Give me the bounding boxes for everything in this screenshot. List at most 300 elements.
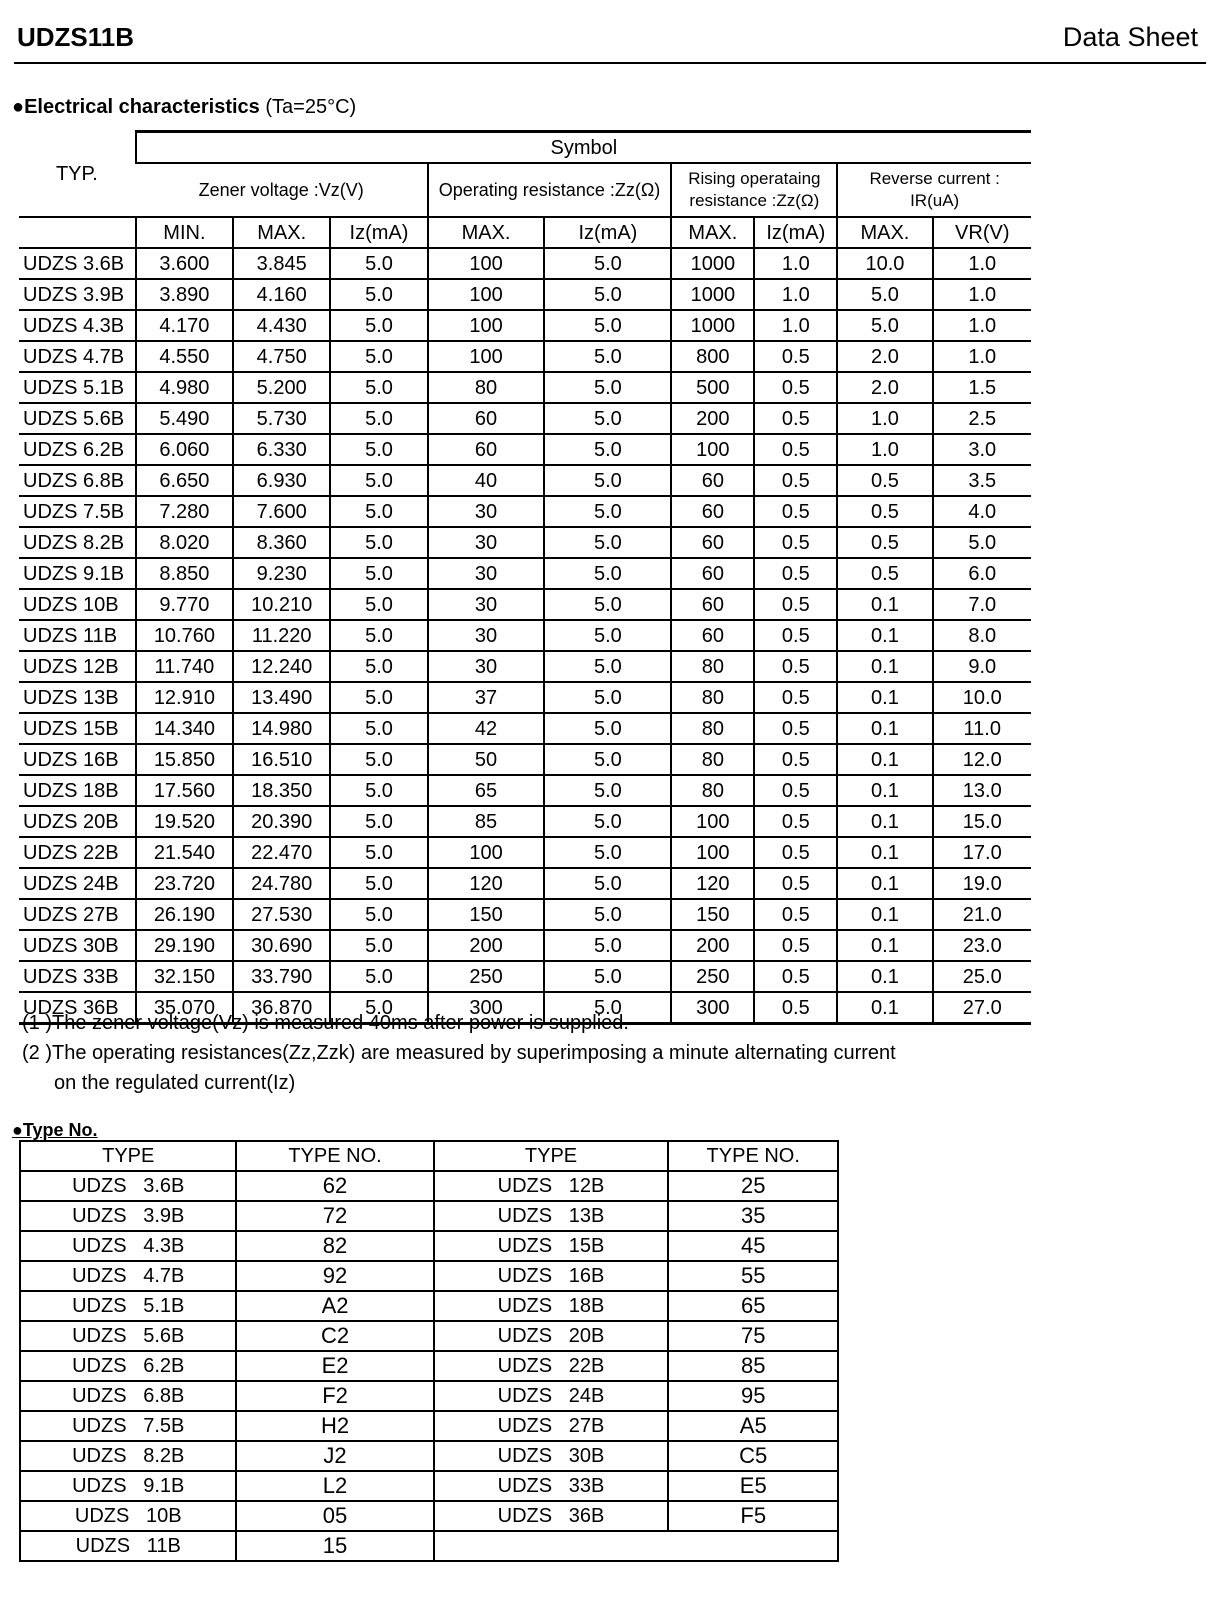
table-row xyxy=(19,310,1031,341)
typ-spacer xyxy=(19,217,136,248)
value-cell: 0.5 xyxy=(754,403,837,434)
value-cell: 4.430 xyxy=(233,310,330,341)
value-cell: 100 xyxy=(428,837,545,868)
type-cell: UDZS 3.9B xyxy=(19,279,136,310)
value-cell: 5.0 xyxy=(544,465,671,496)
type-name-cell: UDZS 5.1B xyxy=(20,1291,236,1321)
subheader-6: Iz(mA) xyxy=(754,217,837,248)
value-cell: 0.5 xyxy=(754,713,837,744)
table-row xyxy=(19,806,1031,837)
type-name-cell: UDZS 33B xyxy=(434,1471,669,1501)
value-cell: 0.1 xyxy=(837,744,932,775)
type-cell: UDZS 3.6B xyxy=(19,248,136,279)
subheader-5: MAX. xyxy=(671,217,754,248)
value-cell: 13.0 xyxy=(933,775,1031,806)
type-name-cell: UDZS 18B xyxy=(434,1291,669,1321)
type-name-cell: UDZS 36B xyxy=(434,1501,669,1531)
value-cell: 5.0 xyxy=(544,806,671,837)
value-cell: 5.0 xyxy=(544,248,671,279)
value-cell: 10.210 xyxy=(233,589,330,620)
value-cell: 10.760 xyxy=(136,620,233,651)
type-code-cell: C2 xyxy=(236,1321,433,1351)
table-row xyxy=(19,775,1031,806)
type-name-cell: UDZS 9.1B xyxy=(20,1471,236,1501)
value-cell: 5.0 xyxy=(544,403,671,434)
note-2: (2 )The operating resistances(Zz,Zzk) are measured by superimposing a minute alternating current xyxy=(22,1042,896,1064)
value-cell: 5.0 xyxy=(330,651,427,682)
electrical-characteristics-title xyxy=(12,96,356,119)
value-cell: 5.0 xyxy=(330,341,427,372)
table-row xyxy=(20,1261,838,1291)
value-cell: 80 xyxy=(671,744,754,775)
type-code-cell: 92 xyxy=(236,1261,433,1291)
value-cell: 5.0 xyxy=(544,682,671,713)
value-cell: 5.0 xyxy=(330,992,427,1024)
type-no-title-text: Type No. xyxy=(22,1120,98,1140)
rising-header-line1: Rising operataing xyxy=(688,169,821,188)
value-cell: 1000 xyxy=(671,279,754,310)
value-cell: 11.740 xyxy=(136,651,233,682)
value-cell: 2.0 xyxy=(837,372,932,403)
value-cell: 42 xyxy=(428,713,545,744)
table-row xyxy=(19,465,1031,496)
table-row xyxy=(20,1171,838,1201)
value-cell: 2.0 xyxy=(837,341,932,372)
value-cell: 1.0 xyxy=(837,403,932,434)
value-cell: 15.850 xyxy=(136,744,233,775)
value-cell: 30 xyxy=(428,589,545,620)
value-cell: 30 xyxy=(428,527,545,558)
type-cell: UDZS 5.6B xyxy=(19,403,136,434)
value-cell: 5.0 xyxy=(330,930,427,961)
value-cell: 5.0 xyxy=(544,434,671,465)
value-cell: 16.510 xyxy=(233,744,330,775)
value-cell: 1.5 xyxy=(933,372,1031,403)
value-cell: 120 xyxy=(428,868,545,899)
type-name-cell: UDZS 8.2B xyxy=(20,1441,236,1471)
value-cell: 5.0 xyxy=(837,279,932,310)
value-cell: 5.0 xyxy=(544,589,671,620)
type-name-cell: UDZS 20B xyxy=(434,1321,669,1351)
column-subheaders xyxy=(19,217,1031,248)
empty-cell xyxy=(668,1531,838,1561)
value-cell: 5.0 xyxy=(544,992,671,1024)
type-cell: UDZS 27B xyxy=(19,899,136,930)
type-cell: UDZS 20B xyxy=(19,806,136,837)
page-header xyxy=(14,18,1206,64)
value-cell: 5.490 xyxy=(136,403,233,434)
type-name-cell: UDZS 22B xyxy=(434,1351,669,1381)
value-cell: 4.170 xyxy=(136,310,233,341)
value-cell: 5.0 xyxy=(330,248,427,279)
value-cell: 5.0 xyxy=(544,744,671,775)
value-cell: 1.0 xyxy=(754,279,837,310)
value-cell: 5.200 xyxy=(233,372,330,403)
value-cell: 5.0 xyxy=(544,651,671,682)
value-cell: 65 xyxy=(428,775,545,806)
value-cell: 5.0 xyxy=(330,279,427,310)
value-cell: 5.0 xyxy=(544,279,671,310)
value-cell: 0.5 xyxy=(754,899,837,930)
type-name-cell: UDZS 11B xyxy=(20,1531,236,1561)
value-cell: 60 xyxy=(671,620,754,651)
type-code-cell: E2 xyxy=(236,1351,433,1381)
value-cell: 17.0 xyxy=(933,837,1031,868)
value-cell: 250 xyxy=(671,961,754,992)
table-row xyxy=(19,558,1031,589)
value-cell: 5.0 xyxy=(544,899,671,930)
type-cell: UDZS 16B xyxy=(19,744,136,775)
value-cell: 0.5 xyxy=(754,775,837,806)
type-name-cell: UDZS 6.2B xyxy=(20,1351,236,1381)
type-code-cell: 72 xyxy=(236,1201,433,1231)
type-cell: UDZS 11B xyxy=(19,620,136,651)
value-cell: 5.0 xyxy=(330,837,427,868)
type-cell: UDZS 8.2B xyxy=(19,527,136,558)
subheader-2: Iz(mA) xyxy=(330,217,427,248)
value-cell: 800 xyxy=(671,341,754,372)
reverse-header-line2: IR(uA) xyxy=(910,191,960,210)
value-cell: 7.600 xyxy=(233,496,330,527)
value-cell: 150 xyxy=(671,899,754,930)
value-cell: 80 xyxy=(671,775,754,806)
table-row xyxy=(20,1291,838,1321)
value-cell: 4.980 xyxy=(136,372,233,403)
type-code-cell: 85 xyxy=(668,1351,838,1381)
value-cell: 33.790 xyxy=(233,961,330,992)
value-cell: 17.560 xyxy=(136,775,233,806)
value-cell: 8.850 xyxy=(136,558,233,589)
table-row xyxy=(19,496,1031,527)
value-cell: 23.720 xyxy=(136,868,233,899)
type-code-cell: 55 xyxy=(668,1261,838,1291)
value-cell: 9.0 xyxy=(933,651,1031,682)
value-cell: 6.0 xyxy=(933,558,1031,589)
value-cell: 5.0 xyxy=(330,713,427,744)
value-cell: 24.780 xyxy=(233,868,330,899)
value-cell: 80 xyxy=(671,651,754,682)
type-name-cell: UDZS 15B xyxy=(434,1231,669,1261)
subheader-1: MAX. xyxy=(233,217,330,248)
value-cell: 9.230 xyxy=(233,558,330,589)
empty-cell xyxy=(434,1531,669,1561)
value-cell: 0.5 xyxy=(837,527,932,558)
type-code-cell: 95 xyxy=(668,1381,838,1411)
value-cell: 0.1 xyxy=(837,713,932,744)
type-name-cell: UDZS 12B xyxy=(434,1171,669,1201)
value-cell: 5.0 xyxy=(544,620,671,651)
value-cell: 22.470 xyxy=(233,837,330,868)
value-cell: 5.0 xyxy=(544,837,671,868)
value-cell: 8.020 xyxy=(136,527,233,558)
type-code-cell: 65 xyxy=(668,1291,838,1321)
value-cell: 13.490 xyxy=(233,682,330,713)
value-cell: 200 xyxy=(671,403,754,434)
value-cell: 0.1 xyxy=(837,682,932,713)
value-cell: 3.0 xyxy=(933,434,1031,465)
type-code-cell: A5 xyxy=(668,1411,838,1441)
value-cell: 5.0 xyxy=(330,310,427,341)
value-cell: 10.0 xyxy=(933,682,1031,713)
value-cell: 37 xyxy=(428,682,545,713)
type-name-cell: UDZS 4.3B xyxy=(20,1231,236,1261)
value-cell: 21.0 xyxy=(933,899,1031,930)
value-cell: 5.0 xyxy=(330,527,427,558)
zener-voltage-header: Zener voltage :Vz(V) xyxy=(136,163,428,217)
value-cell: 0.1 xyxy=(837,651,932,682)
value-cell: 6.650 xyxy=(136,465,233,496)
value-cell: 23.0 xyxy=(933,930,1031,961)
value-cell: 5.0 xyxy=(330,806,427,837)
value-cell: 0.1 xyxy=(837,620,932,651)
value-cell: 5.0 xyxy=(330,589,427,620)
subheader-4: Iz(mA) xyxy=(544,217,671,248)
value-cell: 5.730 xyxy=(233,403,330,434)
subheader-3: MAX. xyxy=(428,217,545,248)
value-cell: 85 xyxy=(428,806,545,837)
type-name-cell: UDZS 6.8B xyxy=(20,1381,236,1411)
type-cell: UDZS 22B xyxy=(19,837,136,868)
value-cell: 0.5 xyxy=(754,496,837,527)
value-cell: 250 xyxy=(428,961,545,992)
value-cell: 7.0 xyxy=(933,589,1031,620)
document-type: Data Sheet xyxy=(1062,22,1198,52)
value-cell: 20.390 xyxy=(233,806,330,837)
value-cell: 0.1 xyxy=(837,961,932,992)
value-cell: 40 xyxy=(428,465,545,496)
value-cell: 0.1 xyxy=(837,930,932,961)
note-1: (1 )The zener voltage(Vz) is measured 40ms after power is supplied. xyxy=(22,1012,629,1034)
table-row xyxy=(19,682,1031,713)
type-code-cell: F5 xyxy=(668,1501,838,1531)
value-cell: 29.190 xyxy=(136,930,233,961)
type-code-cell: C5 xyxy=(668,1441,838,1471)
value-cell: 6.330 xyxy=(233,434,330,465)
value-cell: 1000 xyxy=(671,310,754,341)
type-code-cell: 05 xyxy=(236,1501,433,1531)
value-cell: 26.190 xyxy=(136,899,233,930)
value-cell: 5.0 xyxy=(330,775,427,806)
table-row xyxy=(19,620,1031,651)
table-row xyxy=(20,1351,838,1381)
symbol-header: Symbol xyxy=(136,132,1031,164)
value-cell: 5.0 xyxy=(330,434,427,465)
value-cell: 0.1 xyxy=(837,806,932,837)
value-cell: 120 xyxy=(671,868,754,899)
value-cell: 5.0 xyxy=(330,558,427,589)
value-cell: 8.0 xyxy=(933,620,1031,651)
value-cell: 300 xyxy=(428,992,545,1024)
value-cell: 1.0 xyxy=(754,310,837,341)
type-number-table xyxy=(19,1140,839,1562)
type-name-cell: UDZS 10B xyxy=(20,1501,236,1531)
value-cell: 60 xyxy=(428,403,545,434)
type-name-cell: UDZS 4.7B xyxy=(20,1261,236,1291)
value-cell: 0.5 xyxy=(837,558,932,589)
value-cell: 500 xyxy=(671,372,754,403)
value-cell: 18.350 xyxy=(233,775,330,806)
value-cell: 27.530 xyxy=(233,899,330,930)
type-code-cell: E5 xyxy=(668,1471,838,1501)
type-code-cell: 75 xyxy=(668,1321,838,1351)
type-name-cell: UDZS 7.5B xyxy=(20,1411,236,1441)
rising-header-line2: resistance :Zz(Ω) xyxy=(689,191,820,210)
value-cell: 30.690 xyxy=(233,930,330,961)
table-row xyxy=(19,527,1031,558)
type-code-cell: J2 xyxy=(236,1441,433,1471)
value-cell: 32.150 xyxy=(136,961,233,992)
value-cell: 4.0 xyxy=(933,496,1031,527)
value-cell: 4.160 xyxy=(233,279,330,310)
value-cell: 5.0 xyxy=(544,868,671,899)
table-row xyxy=(19,868,1031,899)
value-cell: 5.0 xyxy=(330,961,427,992)
bullet-icon: ● xyxy=(12,96,25,118)
value-cell: 60 xyxy=(671,589,754,620)
type-header-1: TYPE NO. xyxy=(236,1141,433,1171)
value-cell: 5.0 xyxy=(837,310,932,341)
value-cell: 100 xyxy=(428,248,545,279)
type-cell: UDZS 6.2B xyxy=(19,434,136,465)
type-code-cell: 35 xyxy=(668,1201,838,1231)
value-cell: 12.240 xyxy=(233,651,330,682)
type-header-2: TYPE xyxy=(434,1141,669,1171)
table-row xyxy=(20,1201,838,1231)
value-cell: 11.0 xyxy=(933,713,1031,744)
document-title: UDZS11B xyxy=(17,22,135,52)
value-cell: 5.0 xyxy=(330,465,427,496)
value-cell: 5.0 xyxy=(544,713,671,744)
type-cell: UDZS 18B xyxy=(19,775,136,806)
value-cell: 5.0 xyxy=(330,744,427,775)
type-cell: UDZS 13B xyxy=(19,682,136,713)
table-row xyxy=(19,403,1031,434)
value-cell: 15.0 xyxy=(933,806,1031,837)
value-cell: 0.1 xyxy=(837,837,932,868)
value-cell: 0.5 xyxy=(754,372,837,403)
value-cell: 0.1 xyxy=(837,899,932,930)
value-cell: 0.5 xyxy=(754,465,837,496)
value-cell: 0.5 xyxy=(754,744,837,775)
value-cell: 0.5 xyxy=(754,341,837,372)
value-cell: 12.0 xyxy=(933,744,1031,775)
type-cell: UDZS 6.8B xyxy=(19,465,136,496)
value-cell: 0.5 xyxy=(754,806,837,837)
value-cell: 11.220 xyxy=(233,620,330,651)
table-row xyxy=(19,341,1031,372)
type-name-cell: UDZS 30B xyxy=(434,1441,669,1471)
value-cell: 30 xyxy=(428,558,545,589)
value-cell: 10.0 xyxy=(837,248,932,279)
value-cell: 5.0 xyxy=(330,372,427,403)
type-name-cell: UDZS 13B xyxy=(434,1201,669,1231)
type-header-3: TYPE NO. xyxy=(668,1141,838,1171)
table-row xyxy=(19,434,1031,465)
type-name-cell: UDZS 3.6B xyxy=(20,1171,236,1201)
reverse-current-header xyxy=(837,163,1031,217)
value-cell: 0.1 xyxy=(837,992,932,1024)
value-cell: 12.910 xyxy=(136,682,233,713)
value-cell: 60 xyxy=(428,434,545,465)
value-cell: 100 xyxy=(671,434,754,465)
electrical-table-body xyxy=(19,248,1031,1024)
value-cell: 6.060 xyxy=(136,434,233,465)
type-name-cell: UDZS 24B xyxy=(434,1381,669,1411)
type-no-title xyxy=(12,1120,98,1141)
value-cell: 150 xyxy=(428,899,545,930)
value-cell: 1.0 xyxy=(933,279,1031,310)
value-cell: 8.360 xyxy=(233,527,330,558)
temperature-condition: (Ta=25°C) xyxy=(265,96,357,118)
type-code-cell: 45 xyxy=(668,1231,838,1261)
subheader-8: VR(V) xyxy=(933,217,1031,248)
value-cell: 30 xyxy=(428,496,545,527)
value-cell: 5.0 xyxy=(330,899,427,930)
value-cell: 60 xyxy=(671,465,754,496)
value-cell: 5.0 xyxy=(544,496,671,527)
value-cell: 9.770 xyxy=(136,589,233,620)
value-cell: 0.1 xyxy=(837,589,932,620)
type-header-0: TYPE xyxy=(20,1141,236,1171)
type-name-cell: UDZS 16B xyxy=(434,1261,669,1291)
value-cell: 2.5 xyxy=(933,403,1031,434)
value-cell: 35.070 xyxy=(136,992,233,1024)
type-code-cell: 82 xyxy=(236,1231,433,1261)
value-cell: 36.870 xyxy=(233,992,330,1024)
value-cell: 0.5 xyxy=(754,589,837,620)
type-cell: UDZS 4.3B xyxy=(19,310,136,341)
value-cell: 5.0 xyxy=(544,372,671,403)
type-cell: UDZS 7.5B xyxy=(19,496,136,527)
value-cell: 1.0 xyxy=(933,341,1031,372)
value-cell: 30 xyxy=(428,651,545,682)
type-cell: UDZS 5.1B xyxy=(19,372,136,403)
value-cell: 0.5 xyxy=(754,930,837,961)
value-cell: 6.930 xyxy=(233,465,330,496)
table-row xyxy=(20,1231,838,1261)
type-cell: UDZS 10B xyxy=(19,589,136,620)
value-cell: 0.5 xyxy=(754,434,837,465)
value-cell: 3.5 xyxy=(933,465,1031,496)
value-cell: 0.5 xyxy=(754,651,837,682)
value-cell: 5.0 xyxy=(330,620,427,651)
table-row xyxy=(19,899,1031,930)
type-cell: UDZS 4.7B xyxy=(19,341,136,372)
type-code-cell: L2 xyxy=(236,1471,433,1501)
table-row xyxy=(20,1321,838,1351)
table-row xyxy=(19,279,1031,310)
table-row xyxy=(19,713,1031,744)
value-cell: 19.520 xyxy=(136,806,233,837)
subheader-7: MAX. xyxy=(837,217,932,248)
value-cell: 4.750 xyxy=(233,341,330,372)
value-cell: 7.280 xyxy=(136,496,233,527)
value-cell: 1.0 xyxy=(933,248,1031,279)
value-cell: 1.0 xyxy=(837,434,932,465)
value-cell: 0.5 xyxy=(837,496,932,527)
value-cell: 80 xyxy=(428,372,545,403)
table-row xyxy=(19,248,1031,279)
value-cell: 80 xyxy=(671,713,754,744)
value-cell: 5.0 xyxy=(544,341,671,372)
value-cell: 60 xyxy=(671,496,754,527)
type-cell: UDZS 36B xyxy=(19,992,136,1024)
electrical-characteristics-table xyxy=(19,130,1031,1025)
value-cell: 5.0 xyxy=(330,496,427,527)
type-cell: UDZS 33B xyxy=(19,961,136,992)
value-cell: 100 xyxy=(671,806,754,837)
value-cell: 27.0 xyxy=(933,992,1031,1024)
